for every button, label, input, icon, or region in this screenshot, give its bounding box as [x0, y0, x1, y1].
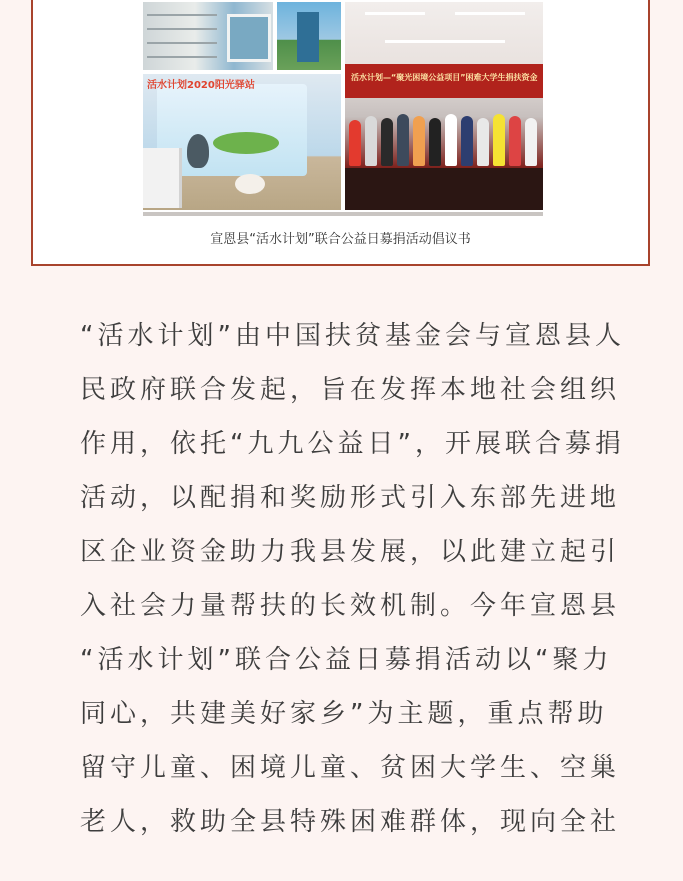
- article-line: 同心，共建美好家乡”为主题，重点帮助: [80, 699, 608, 729]
- mural-banner-text: 活水计划2020阳光驿站: [147, 80, 255, 91]
- group-event-photo: [345, 2, 543, 210]
- stage-banner-text: 活水计划—“聚光困境公益项目”困难大学生捐扶资金: [351, 73, 538, 82]
- children-room-photo: [143, 74, 341, 210]
- photo-caption: 宣恩县“活水计划”联合公益日募捐活动倡议书: [210, 232, 471, 247]
- article-line: 民政府联合发起，旨在发挥本地社会组织: [80, 375, 621, 405]
- photo-card: [31, 0, 650, 266]
- mural-door-photo: [277, 2, 341, 70]
- article-line: 入社会力量帮扶的长效机制。今年宣恩县: [80, 591, 621, 621]
- photo-strip: [143, 212, 543, 216]
- article-line: 留守儿童、困境儿童、贫困大学生、空巢: [80, 753, 621, 783]
- article-line: “活水计划”联合公益日募捐活动以“聚力: [80, 645, 613, 675]
- article-line: 区企业资金助力我县发展，以此建立起引: [80, 537, 621, 567]
- article-line: 活动，以配捐和奖励形式引入东部先进地: [80, 483, 621, 513]
- article-line: 老人，救助全县特殊困难群体，现向全社: [80, 807, 621, 837]
- photo-collage: [143, 2, 543, 216]
- article-line: “活水计划”由中国扶贫基金会与宣恩县人: [80, 321, 625, 351]
- article-line: 作用，依托“九九公益日”，开展联合募捐: [80, 429, 625, 459]
- library-room-photo: [143, 2, 273, 70]
- article-body: [80, 323, 630, 863]
